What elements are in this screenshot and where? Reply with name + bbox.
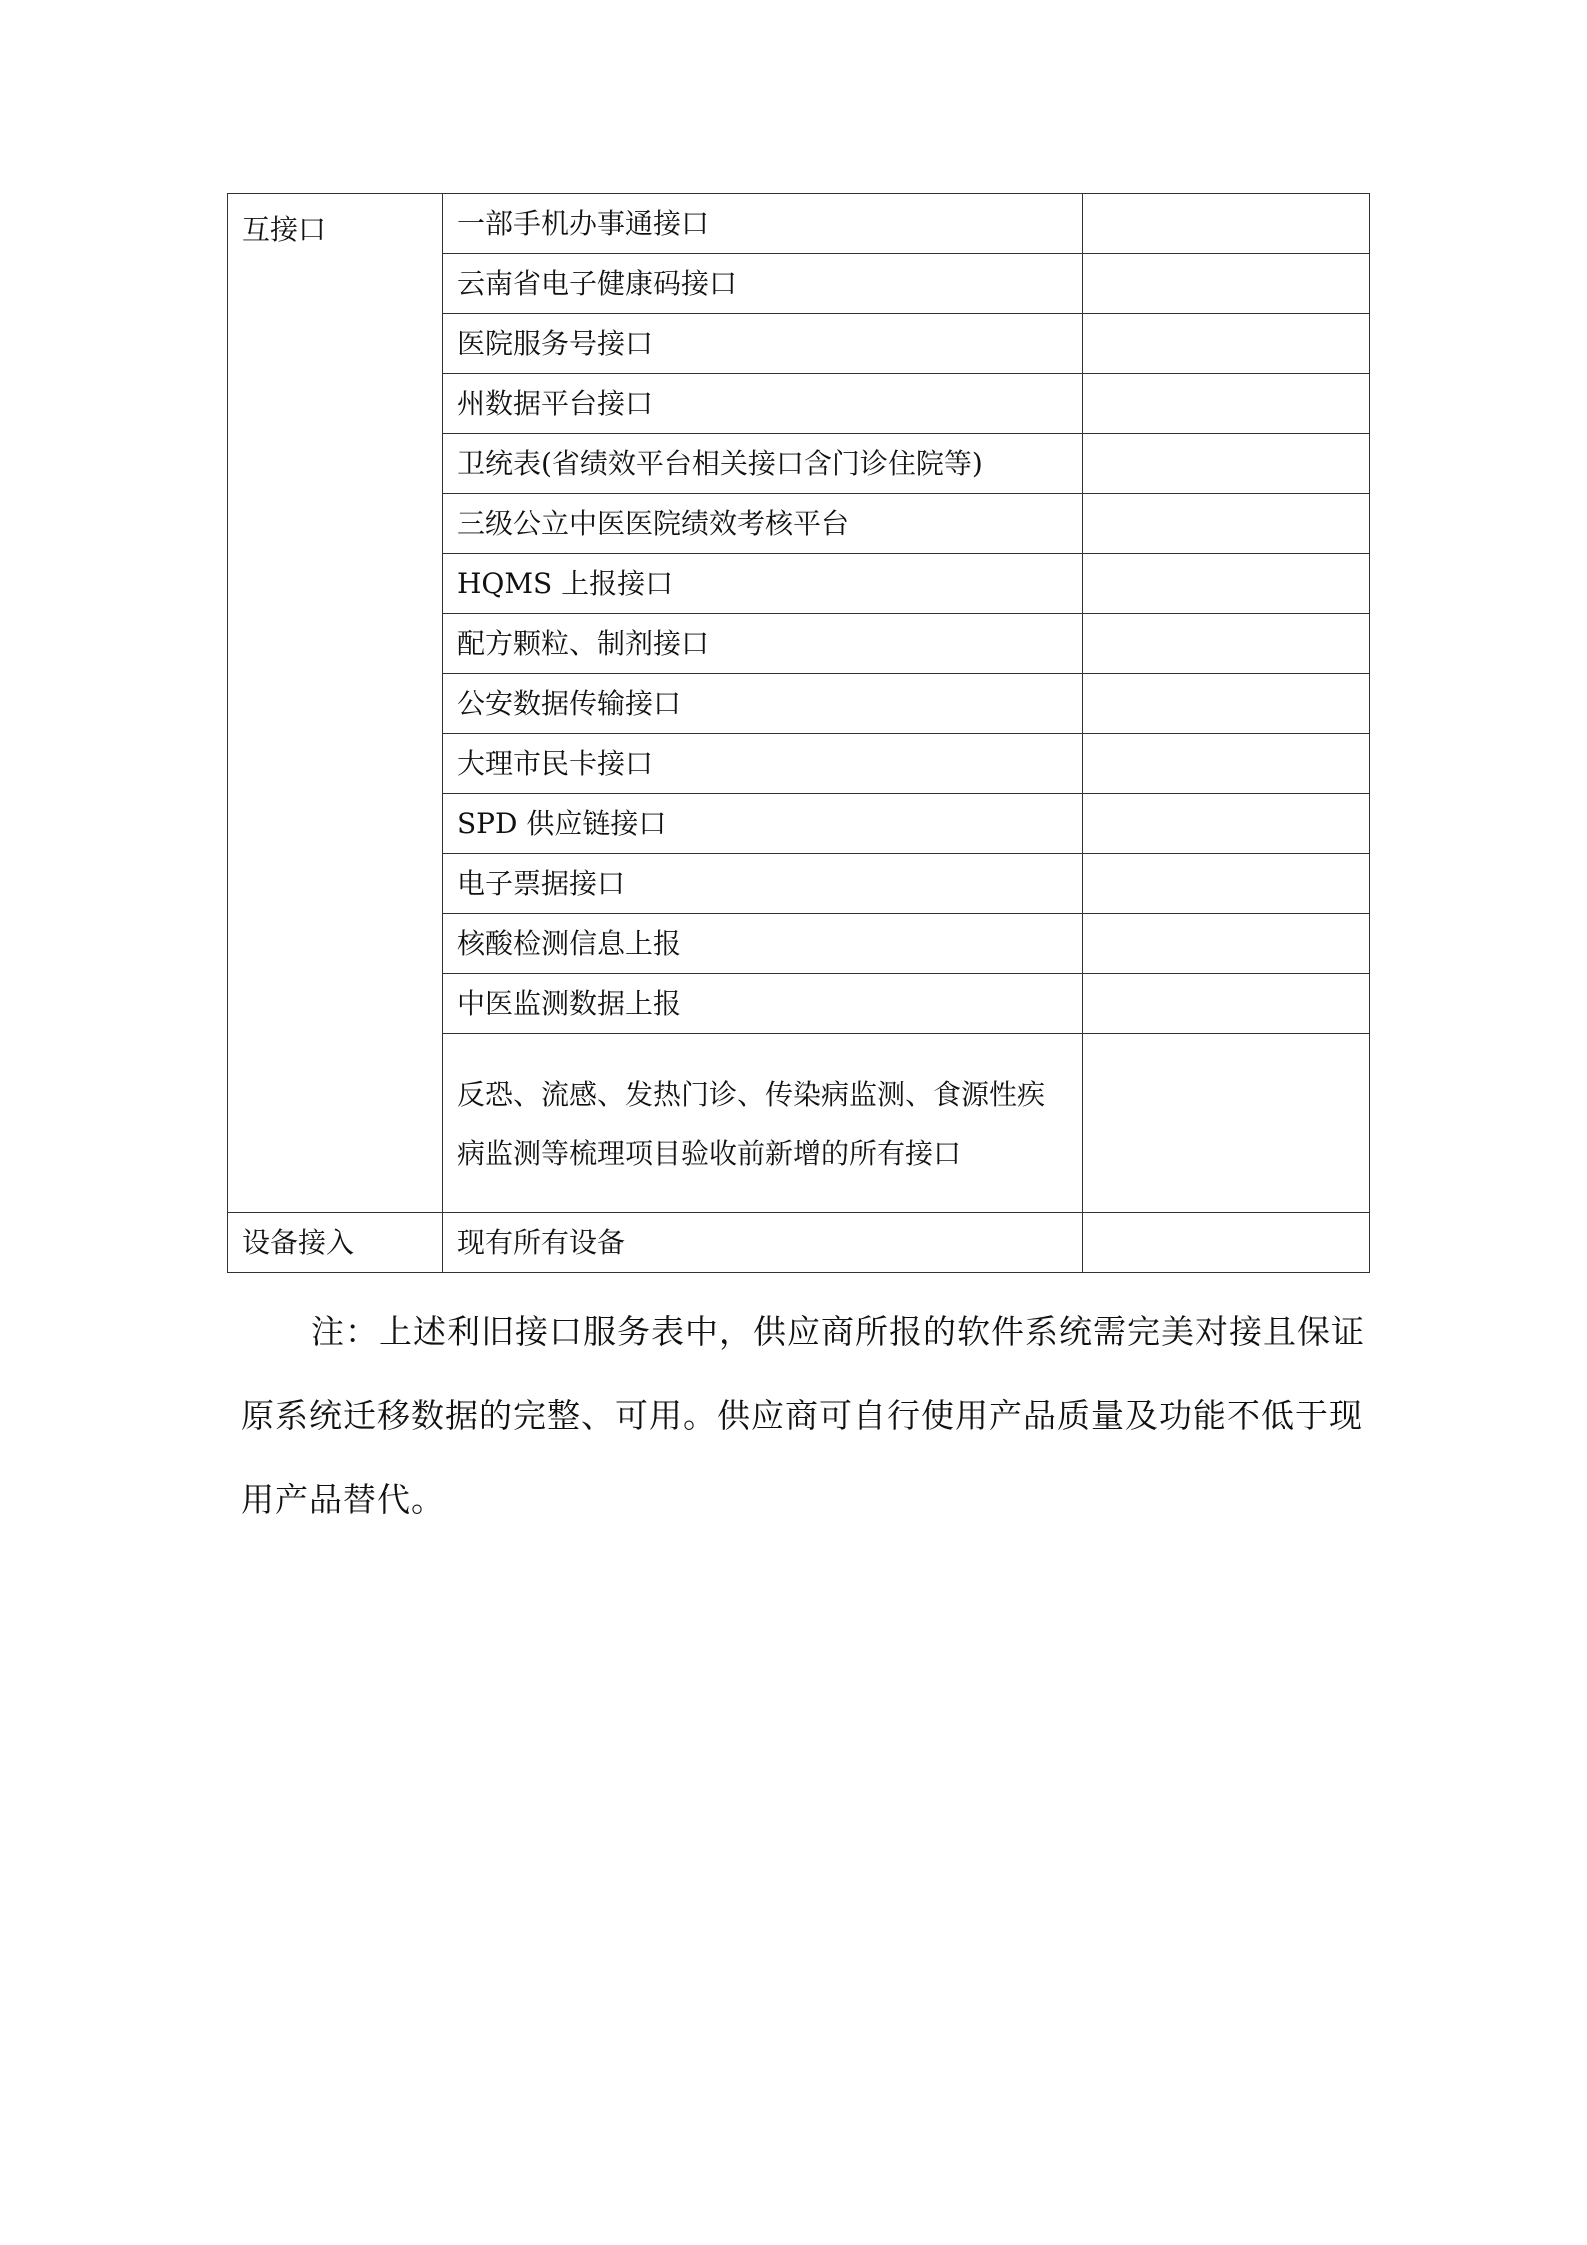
device-item: 现有所有设备: [443, 1213, 1083, 1273]
interface-item: 公安数据传输接口: [443, 674, 1083, 734]
empty-cell: [1083, 1213, 1370, 1273]
empty-cell: [1083, 374, 1370, 434]
empty-cell: [1083, 794, 1370, 854]
interface-item: 三级公立中医医院绩效考核平台: [443, 494, 1083, 554]
interface-item: 反恐、流感、发热门诊、传染病监测、食源性疾病监测等梳理项目验收前新增的所有接口: [443, 1034, 1083, 1213]
empty-cell: [1083, 614, 1370, 674]
interface-item: 核酸检测信息上报: [443, 914, 1083, 974]
interface-item: 配方颗粒、制剂接口: [443, 614, 1083, 674]
interface-item: 电子票据接口: [443, 854, 1083, 914]
interface-item: SPD 供应链接口: [443, 794, 1083, 854]
empty-cell: [1083, 854, 1370, 914]
interface-item: 一部手机办事通接口: [443, 194, 1083, 254]
interface-table: [227, 193, 1370, 1273]
interface-item: 云南省电子健康码接口: [443, 254, 1083, 314]
empty-cell: [1083, 434, 1370, 494]
empty-cell: [1083, 494, 1370, 554]
interface-item: 卫统表(省绩效平台相关接口含门诊住院等): [443, 434, 1083, 494]
empty-cell: [1083, 254, 1370, 314]
interface-item: 医院服务号接口: [443, 314, 1083, 374]
interface-item: 中医监测数据上报: [443, 974, 1083, 1034]
empty-cell: [1083, 974, 1370, 1034]
empty-cell: [1083, 194, 1370, 254]
table-row: [228, 194, 1370, 254]
note-paragraph: 注：上述利旧接口服务表中，供应商所报的软件系统需完美对接且保证原系统迁移数据的完整、可用。供应商可自行使用产品质量及功能不低于现用产品替代。: [241, 1312, 1365, 1519]
empty-cell: [1083, 1034, 1370, 1213]
empty-cell: [1083, 554, 1370, 614]
empty-cell: [1083, 734, 1370, 794]
empty-cell: [1083, 914, 1370, 974]
category-cell: 设备接入: [228, 1213, 443, 1273]
empty-cell: [1083, 314, 1370, 374]
category-cell: 互接口: [228, 194, 443, 1213]
empty-cell: [1083, 674, 1370, 734]
table-row: [228, 1213, 1370, 1273]
interface-item: 大理市民卡接口: [443, 734, 1083, 794]
interface-item: HQMS 上报接口: [443, 554, 1083, 614]
interface-item: 州数据平台接口: [443, 374, 1083, 434]
